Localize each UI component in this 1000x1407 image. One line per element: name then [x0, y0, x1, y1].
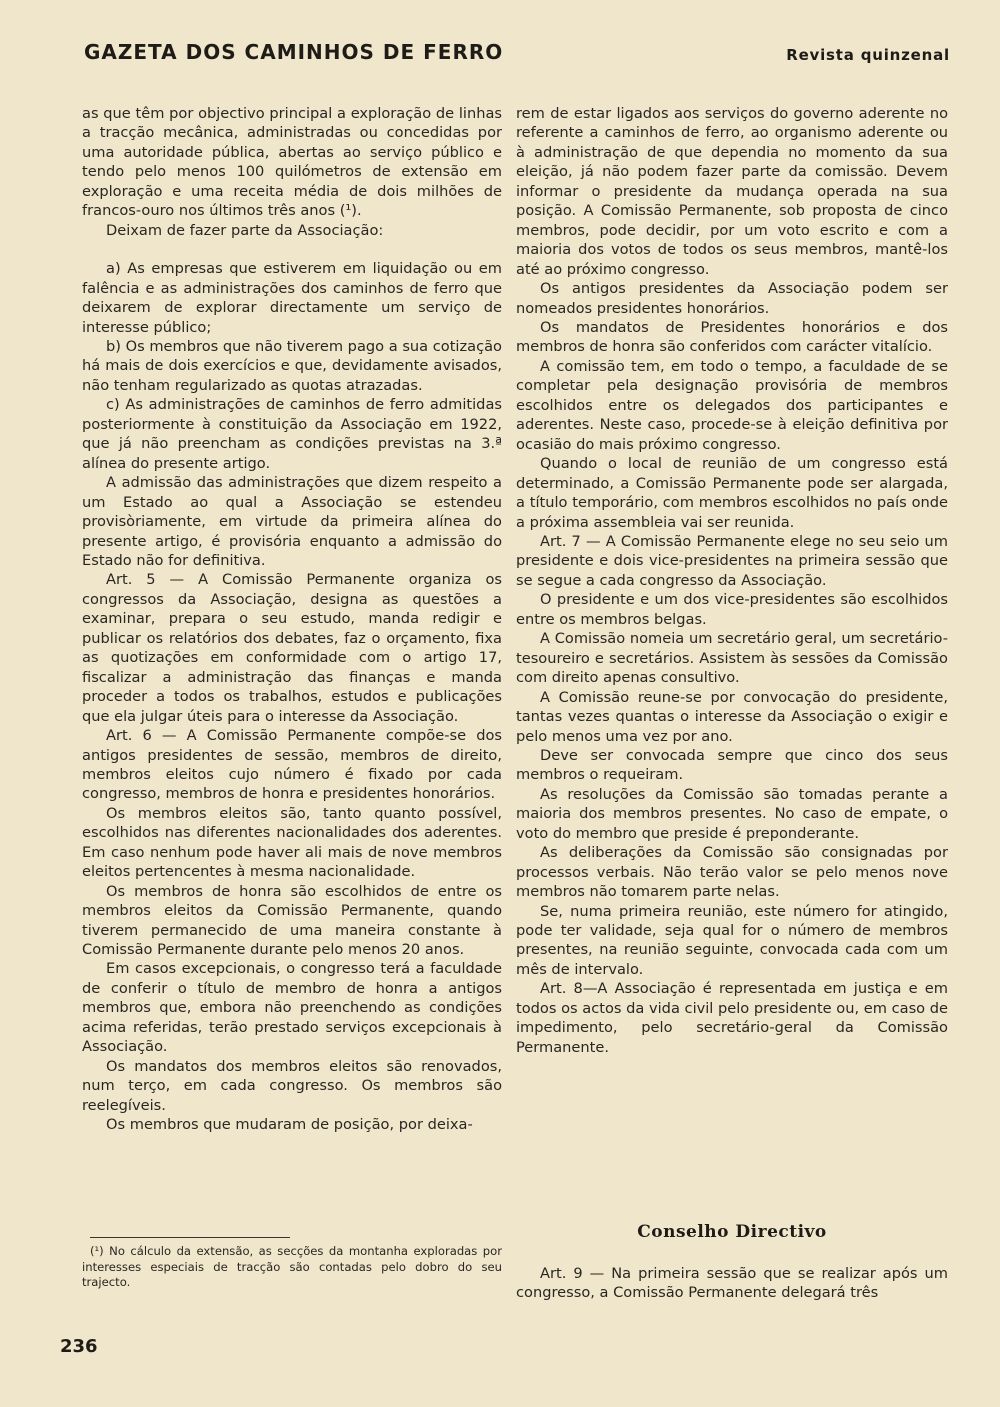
- paragraph: Deve ser convocada sempre que cinco dos seus membros o requeiram.: [516, 746, 948, 784]
- paragraph: b) Os membros que não tiverem pago a sua cotização há mais de dois exercícios e que, devidamente avisados, não tenham regularizado as quotas atrazadas.: [82, 337, 502, 394]
- footnote-text: (¹) No cálculo da extensão, as secções da montanha exploradas por interesses especiais de tracção são contadas pelo dobro do seu trajecto.: [82, 1244, 502, 1290]
- paragraph: as que têm por objectivo principal a exploração de linhas a tracção mecânica, administradas ou concedidas por uma autoridade pública, abertas ao serviço público e tendo pelo menos 100 quilómetros de extensão em exploração e uma receita média de dois milhões de francos-ouro nos últimos três anos (¹).: [82, 105, 502, 220]
- section-heading: Conselho Directivo: [637, 1222, 827, 1242]
- paragraph: Quando o local de reunião de um congresso está determinado, a Comissão Permanente pode ser alargada, a título temporário, com membros escolhidos no país onde a próxima assembleia vai ser reunida.: [516, 455, 948, 531]
- footnote: [82, 1244, 502, 1291]
- right-column: [516, 104, 948, 1057]
- page-header: [84, 40, 950, 70]
- footnote-divider: [90, 1237, 290, 1238]
- paragraph: Art. 5 — A Comissão Permanente organiza os congressos da Associação, designa as questões a examinar, prepara o seu estudo, manda redigir e publicar os relatórios dos debates, faz o orçamento, fixa as quotizações em conformidade com o artigo 17, fiscalizar a administração das finanças e manda proceder a todos os trabalhos, estudos e publicações que ela julgar úteis para o interesse da Associação.: [82, 571, 502, 725]
- page-number: 236: [60, 1336, 98, 1357]
- paragraph: Os antigos presidentes da Associação podem ser nomeados presidentes honorários.: [516, 280, 948, 317]
- paragraph: Se, numa primeira reunião, este número for atingido, pode ter validade, seja qual for o número de membros presentes, na reunião seguinte, convocada cada com um mês de intervalo.: [516, 902, 948, 978]
- paragraph: Art. 7 — A Comissão Permanente elege no seu seio um presidente e dois vice-presidentes na primeira sessão que se segue a cada congresso da Associação.: [516, 532, 948, 589]
- paragraph: A admissão das administrações que dizem respeito a um Estado ao qual a Associação se estendeu provisòriamente, em virtude da primeira alínea do presente artigo, é provisória enquanto a admissão do Estado não for definitiva.: [82, 474, 502, 569]
- paragraph: Os membros de honra são escolhidos de entre os membros eleitos da Comissão Permanente, quando tiverem permanecido de uma maneira constante à Comissão Permanente durante pelo menos 20 anos.: [82, 882, 502, 959]
- paragraph: Os membros eleitos são, tanto quanto possível, escolhidos nas diferentes nacionalidades dos aderentes. Em caso nenhum pode haver ali mais de nove membros eleitos pertencentes à mesma nacionalidade.: [82, 804, 502, 881]
- paragraph: Em casos excepcionais, o congresso terá a faculdade de conferir o título de membro de honra a antigos membros que, embora não preenchendo as condições acima referidas, terão prestado serviços excepcionais à Associação.: [82, 960, 502, 1056]
- paragraph: A Comissão nomeia um secretário geral, um secretário-tesoureiro e secretários. Assistem às sessões da Comissão com direito apenas consultivo.: [516, 630, 948, 687]
- paragraph: c) As administrações de caminhos de ferro admitidas posteriormente à constituição da Associação em 1922, que já não preencham as condições previstas na 3.ª alínea do presente artigo.: [82, 396, 502, 472]
- left-column: [82, 104, 502, 1135]
- paragraph: A Comissão reune-se por convocação do presidente, tantas vezes quantas o interesse da Associação o exigir e pelo menos uma vez por ano.: [516, 688, 948, 745]
- paragraph: a) As empresas que estiverem em liquidação ou em falência e as administrações dos caminhos de ferro que deixarem de explorar directamente um serviço de interesse público;: [82, 260, 502, 336]
- section-body: [516, 1264, 948, 1303]
- paragraph: Deixam de fazer parte da Associação:: [106, 221, 384, 239]
- paragraph: Art. 9 — Na primeira sessão que se realizar após um congresso, a Comissão Permanente delegará três: [516, 1265, 948, 1302]
- paragraph: Os membros que mudaram de posição, por deixa-: [106, 1116, 473, 1134]
- paragraph: rem de estar ligados aos serviços do governo aderente no referente a caminhos de ferro, ao organismo aderente ou à administração de que dependia no momento da sua eleição, já não podem fazer parte da comissão. Devem informar o presidente da mudança operada na sua posição. A Comissão Permanente, sob proposta de cinco membros, pode decidir, por um voto escrito e com a maioria dos votos de todos os seus membros, mantê-los até ao próximo congresso.: [516, 105, 948, 278]
- paragraph: Art. 8—A Associação é representada em justiça e em todos os actos da vida civil pelo presidente ou, em caso de impedimento, pelo secretário-geral da Comissão Permanente.: [516, 980, 948, 1056]
- paragraph: A comissão tem, em todo o tempo, a faculdade de se completar pela designação provisória de membros escolhidos entre os delegados dos participantes e aderentes. Neste caso, procede-se à eleição definitiva por ocasião do mais próximo congresso.: [516, 357, 948, 453]
- paragraph: Os mandatos dos membros eleitos são renovados, num terço, em cada congresso. Os membros são reelegíveis.: [82, 1057, 502, 1114]
- paragraph: Os mandatos de Presidentes honorários e dos membros de honra são conferidos com carácter vitalício.: [516, 318, 948, 356]
- paragraph: O presidente e um dos vice-presidentes são escolhidos entre os membros belgas.: [516, 591, 948, 628]
- paragraph: As resoluções da Comissão são tomadas perante a maioria dos membros presentes. No caso de empate, o voto do membro que preside é preponderante.: [516, 785, 948, 842]
- paragraph: As deliberações da Comissão são consignadas por processos verbais. Não terão valor se pelo menos nove membros não tomarem parte nelas.: [516, 844, 948, 901]
- journal-title: GAZETA DOS CAMINHOS DE FERRO: [84, 40, 504, 64]
- journal-subtitle: Revista quinzenal: [786, 46, 950, 64]
- paragraph: Art. 6 — A Comissão Permanente compõe-se dos antigos presidentes de sessão, membros de direito, membros eleitos cujo número é fixado por cada congresso, membros de honra e presidentes honorários.: [82, 727, 502, 803]
